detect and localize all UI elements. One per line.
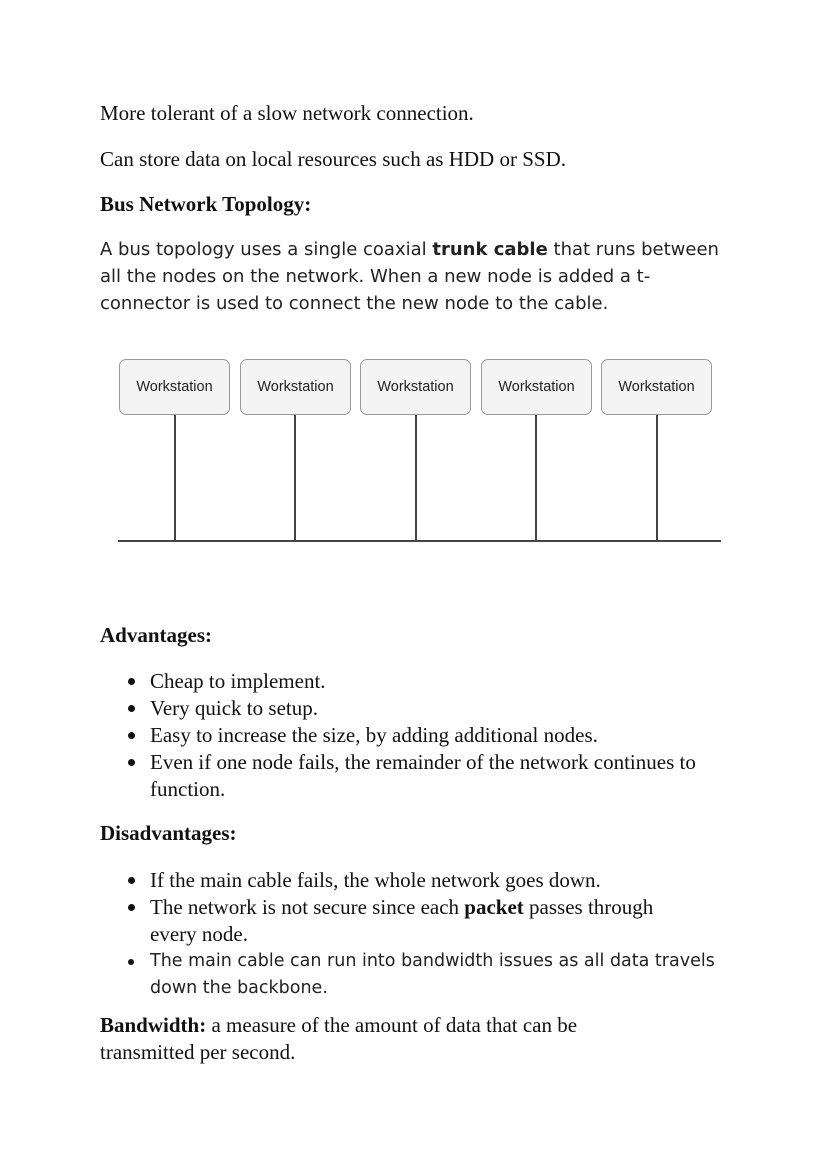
list-item: If the main cable fails, the whole network goes down. — [100, 867, 740, 894]
bandwidth-text: a measure of the amount of data that can be transmitted per second. — [100, 1013, 578, 1064]
list-item-text-end: passes through every node. — [150, 895, 654, 946]
intro-line-1: More tolerant of a slow network connection. — [100, 101, 474, 125]
advantages-heading: Advantages: — [100, 623, 213, 647]
workstation-node: Workstation — [360, 359, 471, 415]
list-item: Even if one node fails, the remainder of the network continues to function. — [100, 749, 720, 803]
node-connector-line — [294, 415, 296, 541]
workstation-node: Workstation — [119, 359, 230, 415]
disadvantages-list — [100, 867, 740, 1002]
bus-desc-text-end: that runs between all the nodes on the network. When a new node is added a t-connector is used to connect the new node to the cable. — [100, 239, 719, 314]
bus-topology-heading: Bus Network Topology: — [100, 192, 312, 216]
workstation-node: Workstation — [240, 359, 351, 415]
list-item: Very quick to setup. — [100, 695, 720, 722]
node-connector-line — [535, 415, 537, 541]
workstation-node: Workstation — [601, 359, 712, 415]
bus-backbone-cable — [118, 540, 721, 542]
advantages-list — [100, 668, 720, 803]
intro-line-2: Can store data on local resources such as HDD or SSD. — [100, 147, 566, 171]
bandwidth-term: Bandwidth: — [100, 1013, 207, 1037]
node-connector-line — [174, 415, 176, 541]
packet-term: packet — [464, 895, 524, 919]
bus-topology-description — [100, 236, 740, 317]
node-connector-line — [656, 415, 658, 541]
trunk-cable-term: trunk cable — [432, 239, 548, 260]
bus-desc-text: A bus topology uses a single coaxial — [100, 239, 433, 260]
list-item — [100, 894, 740, 948]
list-item-text: The network is not secure since each — [150, 895, 465, 919]
disadvantages-heading: Disadvantages: — [100, 821, 237, 845]
node-connector-line — [415, 415, 417, 541]
list-item: The main cable can run into bandwidth issues as all data travels down the backbone. — [100, 948, 740, 1002]
list-item: Easy to increase the size, by adding additional nodes. — [100, 722, 720, 749]
list-item: Cheap to implement. — [100, 668, 720, 695]
workstation-node: Workstation — [481, 359, 592, 415]
bandwidth-definition — [100, 1012, 660, 1066]
